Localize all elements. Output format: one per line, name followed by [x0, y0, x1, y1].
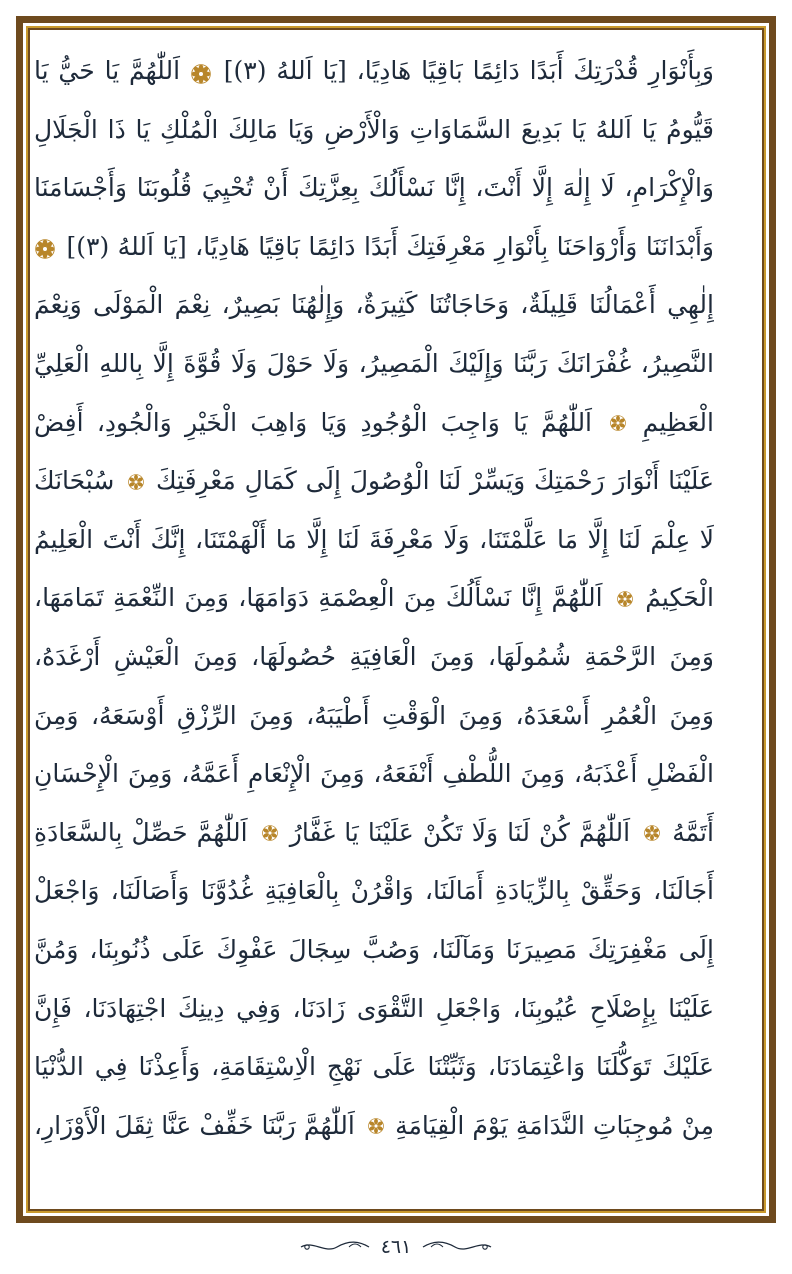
text-segment: اَللّٰهُمَّ إِنَّا نَسْأَلُكَ مِنَ الْعِصْمَةِ دَوَامَهَا، وَمِنَ النِّعْمَةِ تَمَامَهَا، — [34, 583, 603, 613]
footer-ornament-right-icon — [421, 1239, 493, 1255]
text-line — [34, 921, 714, 980]
text-line — [34, 218, 714, 277]
text-segment: أَجَالَنَا، وَحَقِّقْ بِالزِّيَادَةِ أَمَالَنَا، وَاقْرُنْ بِالْعَافِيَةِ غُدُوَّنَا وَأَصَالَنَا، وَاجْعَلْ — [34, 876, 714, 906]
rosette-separator-icon — [126, 474, 144, 492]
text-line — [34, 628, 714, 687]
page-number: ٤٦١ — [380, 1236, 412, 1258]
text-line — [34, 452, 714, 511]
text-segment: اَللّٰهُمَّ رَبَّنَا خَفِّفْ عَنَّا ثِقَلَ الْأَوْزَارِ، — [34, 1110, 355, 1140]
rosette-separator-icon — [366, 1118, 384, 1136]
text-line — [34, 101, 714, 160]
text-line — [34, 804, 714, 863]
text-segment: اَللّٰهُمَّ يَا حَيُّ يَا — [34, 56, 181, 85]
text-line — [34, 569, 714, 628]
text-line — [34, 687, 714, 746]
text-line — [34, 745, 714, 804]
page-footer — [0, 1232, 792, 1262]
text-segment: مِنْ مُوجِبَاتِ النَّدَامَةِ يَوْمَ الْقِيَامَةِ — [395, 1110, 714, 1140]
footer-ornament-left-icon — [299, 1239, 371, 1255]
text-line — [34, 159, 714, 218]
text-segment: قَيُّومُ يَا اَللهُ يَا بَدِيعَ السَّمَاوَاتِ وَالْأَرْضِ وَيَا مَالِكَ الْمُلْكِ يَا ذَا الْجَلَالِ — [34, 114, 714, 144]
text-line — [34, 862, 714, 921]
text-segment: اَللّٰهُمَّ يَا وَاجِبَ الْوُجُودِ وَيَا وَاهِبَ الْخَيْرِ وَالْجُودِ، أَفِضْ — [34, 407, 593, 437]
text-segment: اَللّٰهُمَّ كُنْ لَنَا وَلَا تَكُنْ عَلَيْنَا يَا غَفَّارُ — [289, 817, 631, 847]
rosette-separator-icon — [37, 239, 55, 257]
text-segment: وَمِنَ الْعُمُرِ أَسْعَدَهُ، وَمِنَ الْوَقْتِ أَطْيَبَهُ، وَمِنَ الرِّزْقِ أَوْسَعَهُ، وَمِنَ — [34, 700, 714, 730]
text-segment: سُبْحَانَكَ — [34, 466, 115, 496]
text-segment: عَلَيْكَ تَوَكُّلَنَا وَاعْتِمَادَنَا، وَثَبِّتْنَا عَلَى نَهْجِ الْاِسْتِقَامَةِ، وَأَعِذْنَا فِي الدُّنْيَا — [34, 1052, 714, 1082]
text-segment: الْفَضْلِ أَعْذَبَهُ، وَمِنَ اللُّطْفِ أَنْفَعَهُ، وَمِنَ الْإِنْعَامِ أَعَمَّهُ، وَمِنَ الْإِحْسَانِ — [34, 759, 714, 789]
text-line — [34, 980, 714, 1039]
text-segment: عَلَيْنَا أَنْوَارَ رَحْمَتِكَ وَيَسِّرْ لَنَا الْوُصُولَ إِلَى كَمَالِ مَعْرِفَتِكَ — [155, 466, 714, 496]
text-line — [34, 335, 714, 394]
text-line — [34, 42, 714, 101]
text-segment: وَأَبْدَانَنَا وَأَرْوَاحَنَا بِأَنْوَارِ مَعْرِفَتِكَ أَبَدًا دَائِمًا بَاقِيًا هَادِيًا، [يَا اَللهُ (٣)] — [66, 231, 714, 261]
prayer-text — [34, 42, 714, 1155]
text-segment: وَمِنَ الرَّحْمَةِ شُمُولَهَا، وَمِنَ الْعَافِيَةِ حُصُولَهَا، وَمِنَ الْعَيْشِ أَرْغَدَهُ، — [34, 641, 714, 671]
text-segment: اَللّٰهُمَّ حَصِّلْ بِالسَّعَادَةِ — [34, 817, 248, 847]
text-segment: لَا عِلْمَ لَنَا إِلَّا مَا عَلَّمْتَنَا، وَلَا مَعْرِفَةَ لَنَا إِلَّا مَا أَلْهَمْتَنَا، إِنَّكَ أَنْتَ الْعَلِيمُ — [34, 524, 714, 554]
text-line — [34, 1038, 714, 1097]
text-segment: النَّصِيرُ، غُفْرَانَكَ رَبَّنَا وَإِلَيْكَ الْمَصِيرُ، وَلَا حَوْلَ وَلَا قُوَّةَ إِلَّا بِاللهِ الْعَلِيِّ — [34, 348, 714, 378]
rosette-separator-icon — [608, 415, 626, 433]
text-segment: الْعَظِيمِ — [642, 407, 714, 437]
text-segment: وَالْإِكْرَامِ، لَا إِلٰهَ إِلَّا أَنْتَ، إِنَّا نَسْأَلُكَ بِعِزَّتِكَ أَنْ تُحْيِيَ قُلُوبَنَا وَأَجْسَامَنَا — [34, 173, 714, 203]
text-segment: إِلٰهِي أَعْمَالُنَا قَلِيلَةٌ، وَحَاجَاتُنَا كَثِيرَةٌ، وَإِلٰهُنَا بَصِيرٌ، نِعْمَ الْمَوْلَى وَنِعْمَ — [34, 290, 714, 320]
rosette-separator-icon — [260, 825, 278, 843]
text-segment: إِلَى مَغْفِرَتِكَ مَصِيرَنَا وَمَآلَنَا، وَصُبَّ سِجَالَ عَفْوِكَ عَلَى ذُنُوبِنَا، وَمُنَّ — [34, 934, 714, 964]
text-segment: وَبِأَنْوَارِ قُدْرَتِكَ أَبَدًا دَائِمًا بَاقِيًا هَادِيًا، [يَا اَللهُ (٣)] — [223, 56, 714, 85]
rosette-separator-icon — [193, 64, 211, 82]
rosette-separator-icon — [615, 591, 633, 609]
text-segment: الْحَكِيمُ — [645, 583, 714, 613]
text-line — [34, 1097, 714, 1156]
text-line — [34, 394, 714, 453]
text-segment: عَلَيْنَا بِإِصْلَاحِ عُيُوبِنَا، وَاجْعَلِ التَّقْوَى زَادَنَا، وَفِي دِينِكَ اجْتِهَادَنَا، فَإِنَّ — [34, 993, 714, 1023]
text-line — [34, 511, 714, 570]
text-segment: أَتَمَّهُ — [672, 817, 714, 847]
rosette-separator-icon — [642, 825, 660, 843]
text-line — [34, 276, 714, 335]
